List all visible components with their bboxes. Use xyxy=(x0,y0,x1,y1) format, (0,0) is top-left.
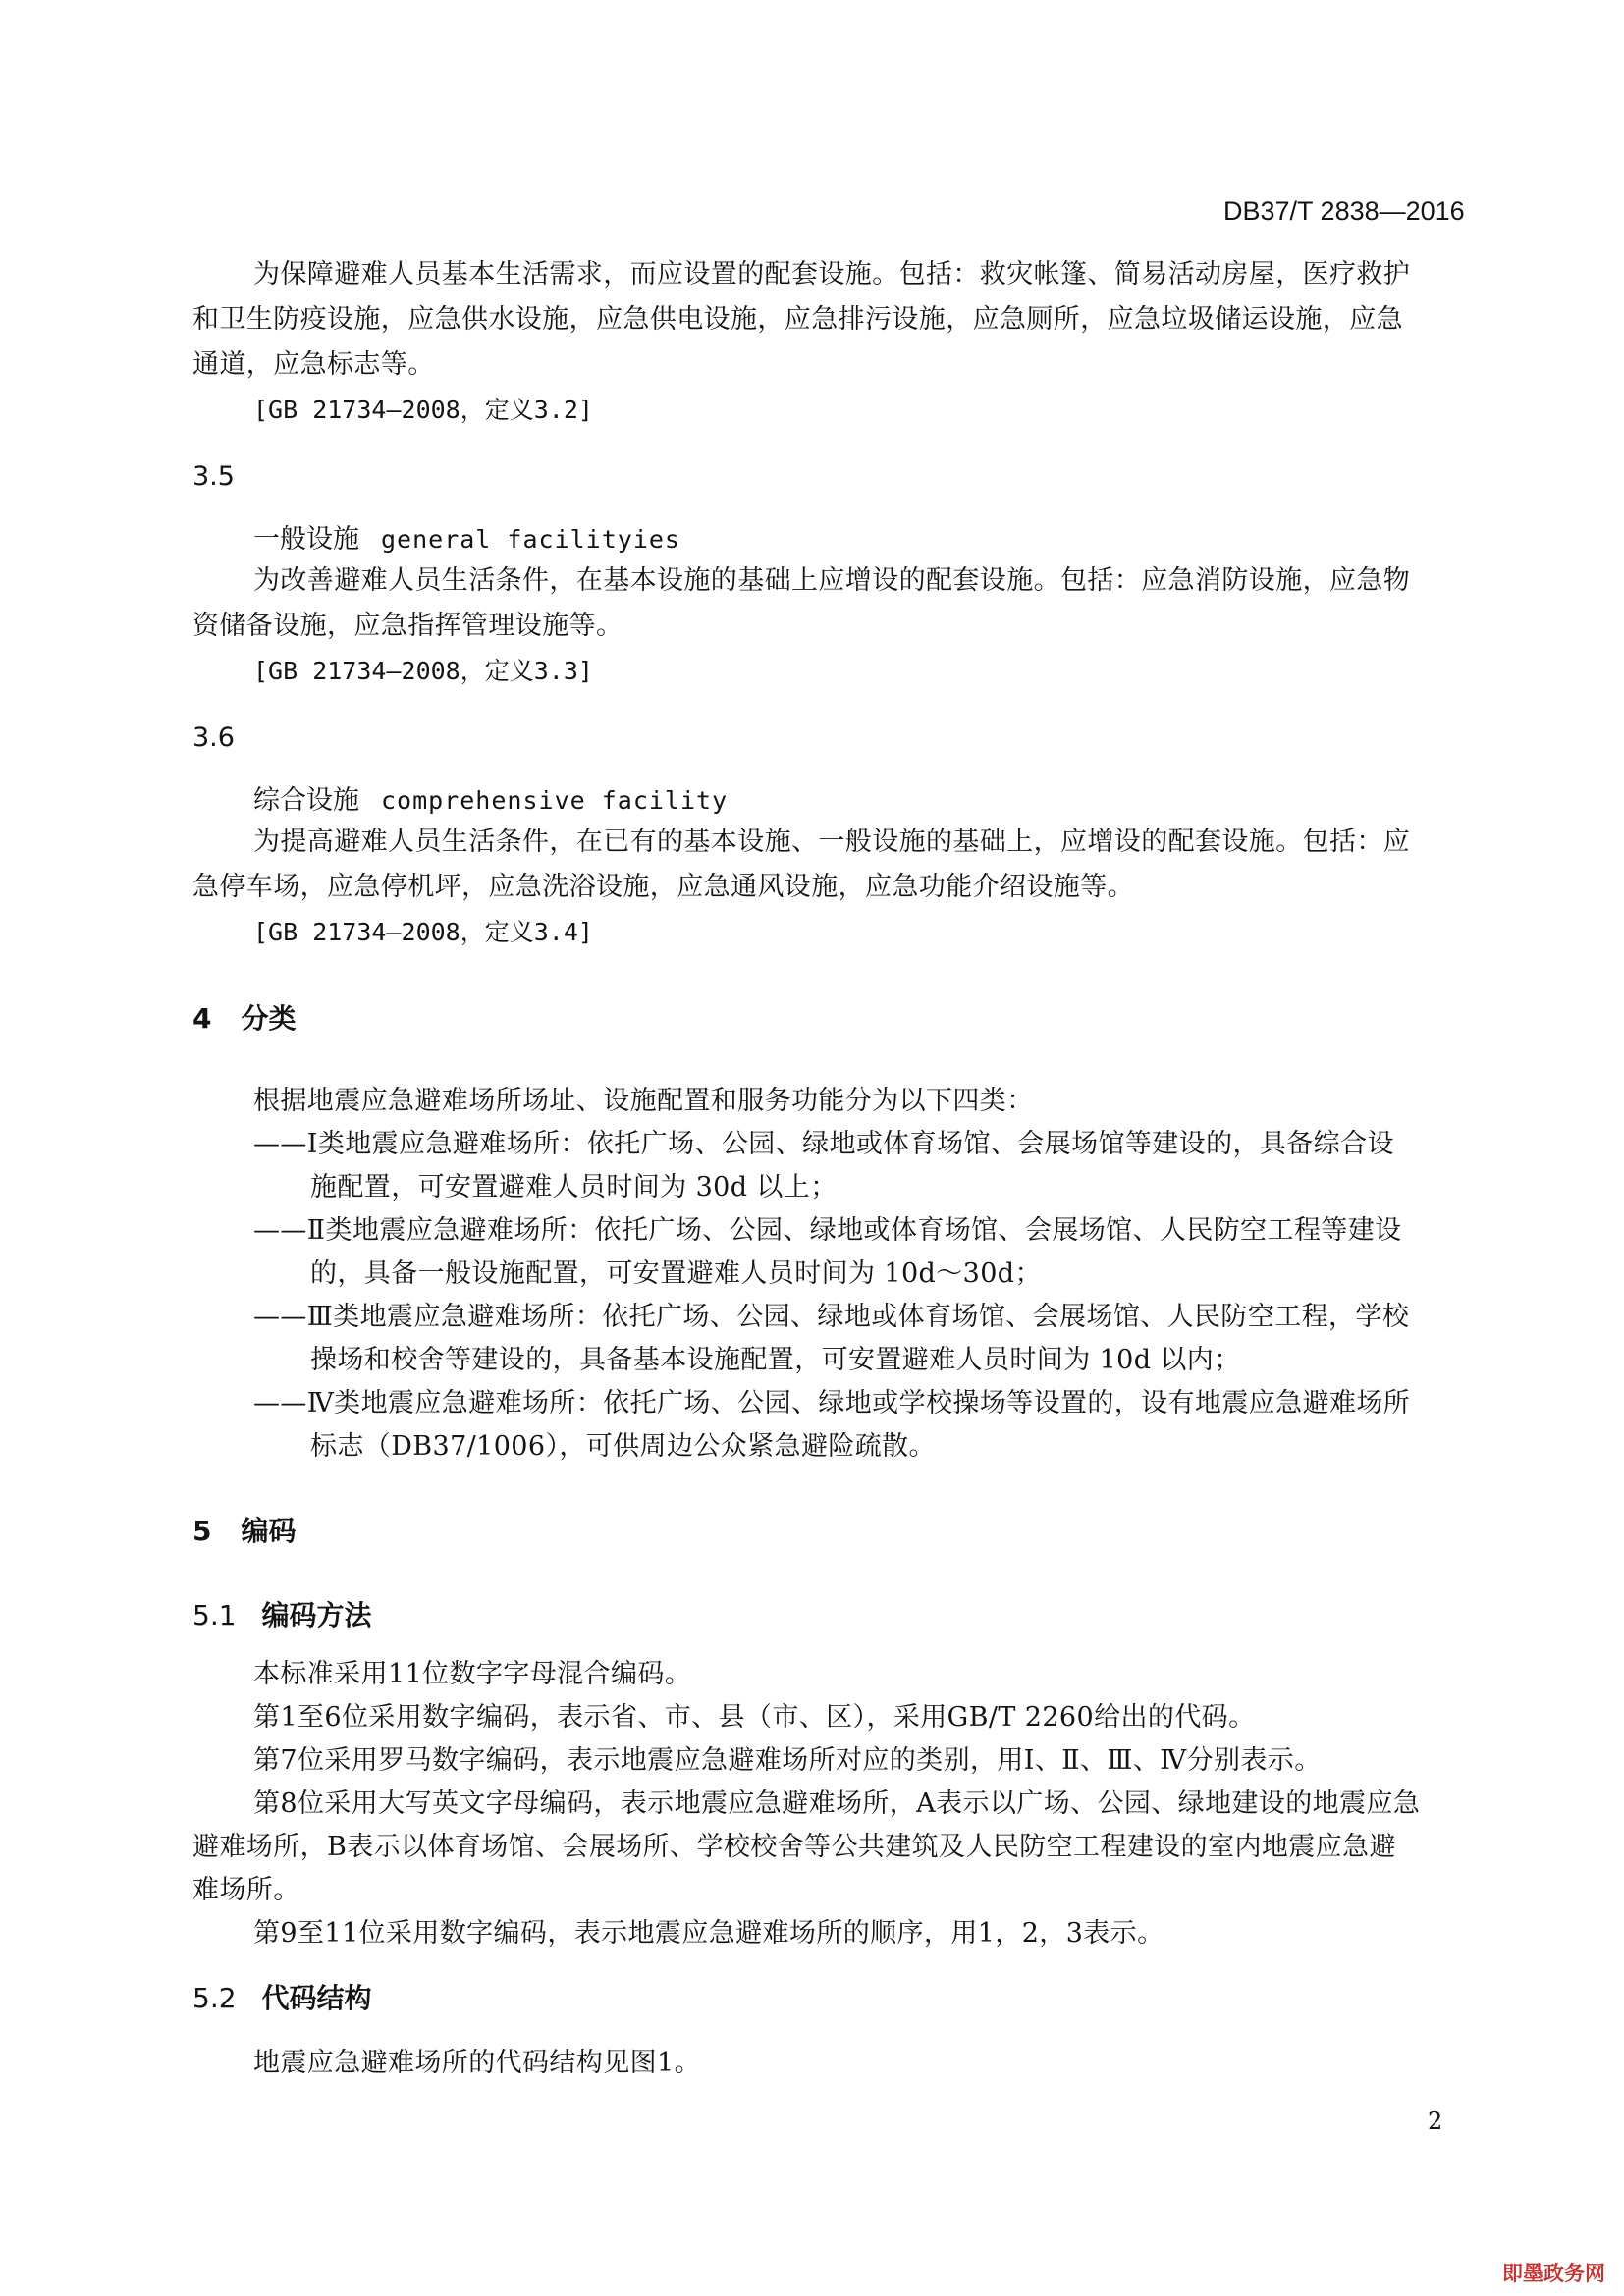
list-item-line: 操场和校舍等建设的，具备基本设施配置，可安置避难人员时间为 10d 以内； xyxy=(310,1345,1241,1375)
paragraph-line: 资储备设施，应急指挥管理设施等。 xyxy=(192,611,623,641)
paragraph-line: 为提高避难人员生活条件，在已有的基本设施、一般设施的基础上，应增设的配套设施。包括：应 xyxy=(253,827,1411,857)
subsection-title: 编码方法 xyxy=(261,1599,372,1631)
list-item-line: 施配置，可安置避难人员时间为 30d 以上； xyxy=(310,1172,838,1202)
paragraph-line: 和卫生防疫设施，应急供水设施，应急供电设施，应急排污设施，应急厕所，应急垃圾储运设施，应急 xyxy=(192,304,1403,335)
list-item-line: 的，具备一般设施配置，可安置避难人员时间为 10d～30d； xyxy=(310,1258,1042,1289)
list-item-line: ——Ⅲ类地震应急避难场所：依托广场、公园、绿地或体育场馆、会展场馆、人民防空工程，学校 xyxy=(253,1302,1410,1332)
reference-citation: [GB 21734—2008，定义3.2] xyxy=(253,396,593,424)
term-english: comprehensive facility xyxy=(381,786,729,815)
paragraph-line: 通道，应急标志等。 xyxy=(192,349,435,380)
section-heading xyxy=(192,999,297,1039)
term-english: general facilityies xyxy=(381,525,680,554)
section-number: 4 xyxy=(192,1002,212,1035)
section-heading xyxy=(192,1512,297,1551)
paragraph-line: 急停车场，应急停机坪，应急洗浴设施，应急通风设施，应急功能介绍设施等。 xyxy=(192,872,1134,902)
clause-number: 3.5 xyxy=(192,461,235,492)
subsection-heading xyxy=(192,1596,372,1635)
paragraph-line: 地震应急避难场所的代码结构见图1。 xyxy=(253,2048,701,2078)
term-heading xyxy=(253,520,680,560)
reference-citation: [GB 21734—2008，定义3.4] xyxy=(253,918,593,946)
document-code-header: DB37/T 2838—2016 xyxy=(1223,196,1465,226)
clause-number: 3.6 xyxy=(192,722,235,753)
term-chinese: 一般设施 xyxy=(253,524,359,555)
subsection-title: 代码结构 xyxy=(261,1982,372,2014)
subsection-heading xyxy=(192,1979,372,2018)
reference-citation: [GB 21734—2008，定义3.3] xyxy=(253,657,593,685)
term-heading xyxy=(253,781,728,821)
section-number: 5 xyxy=(192,1515,212,1547)
list-item-line: ——Ⅰ类地震应急避难场所：依托广场、公园、绿地或体育场馆、会展场馆等建设的，具备综合设 xyxy=(253,1129,1394,1159)
paragraph-line: 第9至11位采用数字编码，表示地震应急避难场所的顺序，用1，2，3表示。 xyxy=(253,1918,1164,1949)
section-title: 分类 xyxy=(241,1002,297,1035)
page-number: 2 xyxy=(1428,2108,1443,2135)
paragraph-line: 为改善避难人员生活条件，在基本设施的基础上应增设的配套设施。包括：应急消防设施，应急物 xyxy=(253,565,1411,596)
paragraph-line: 本标准采用11位数字字母混合编码。 xyxy=(253,1659,692,1689)
term-chinese: 综合设施 xyxy=(253,785,359,816)
paragraph-line: 第1至6位采用数字编码，表示省、市、县（市、区），采用GB/T 2260给出的代码。 xyxy=(253,1702,1256,1733)
paragraph-line: 避难场所，B表示以体育场馆、会展场所、学校校舍等公共建筑及人民防空工程建设的室内地震应急避 xyxy=(192,1832,1396,1862)
subsection-number: 5.2 xyxy=(192,1982,237,2014)
list-item-line: ——Ⅱ类地震应急避难场所：依托广场、公园、绿地或体育场馆、会展场馆、人民防空工程等建设 xyxy=(253,1215,1402,1246)
section-title: 编码 xyxy=(241,1515,297,1547)
list-item-line: ——Ⅳ类地震应急避难场所：依托广场、公园、绿地或学校操场等设置的，设有地震应急避难场所 xyxy=(253,1388,1411,1418)
paragraph-line: 根据地震应急避难场所场址、设施配置和服务功能分为以下四类： xyxy=(253,1086,1034,1116)
list-item-line: 标志（DB37/1006），可供周边公众紧急避险疏散。 xyxy=(310,1431,936,1462)
paragraph-line: 第8位采用大写英文字母编码，表示地震应急避难场所，A表示以广场、公园、绿地建设的地震应急 xyxy=(253,1789,1421,1819)
site-watermark: 即墨政务网 xyxy=(1502,2262,1605,2285)
paragraph-line: 难场所。 xyxy=(192,1875,300,1905)
subsection-number: 5.1 xyxy=(192,1599,237,1631)
paragraph-line: 为保障避难人员基本生活需求，而应设置的配套设施。包括：救灾帐篷、简易活动房屋，医疗救护 xyxy=(253,259,1411,290)
paragraph-line: 第7位采用罗马数字编码，表示地震应急避难场所对应的类别，用Ⅰ、Ⅱ、Ⅲ、Ⅳ分别表示。 xyxy=(253,1745,1322,1776)
